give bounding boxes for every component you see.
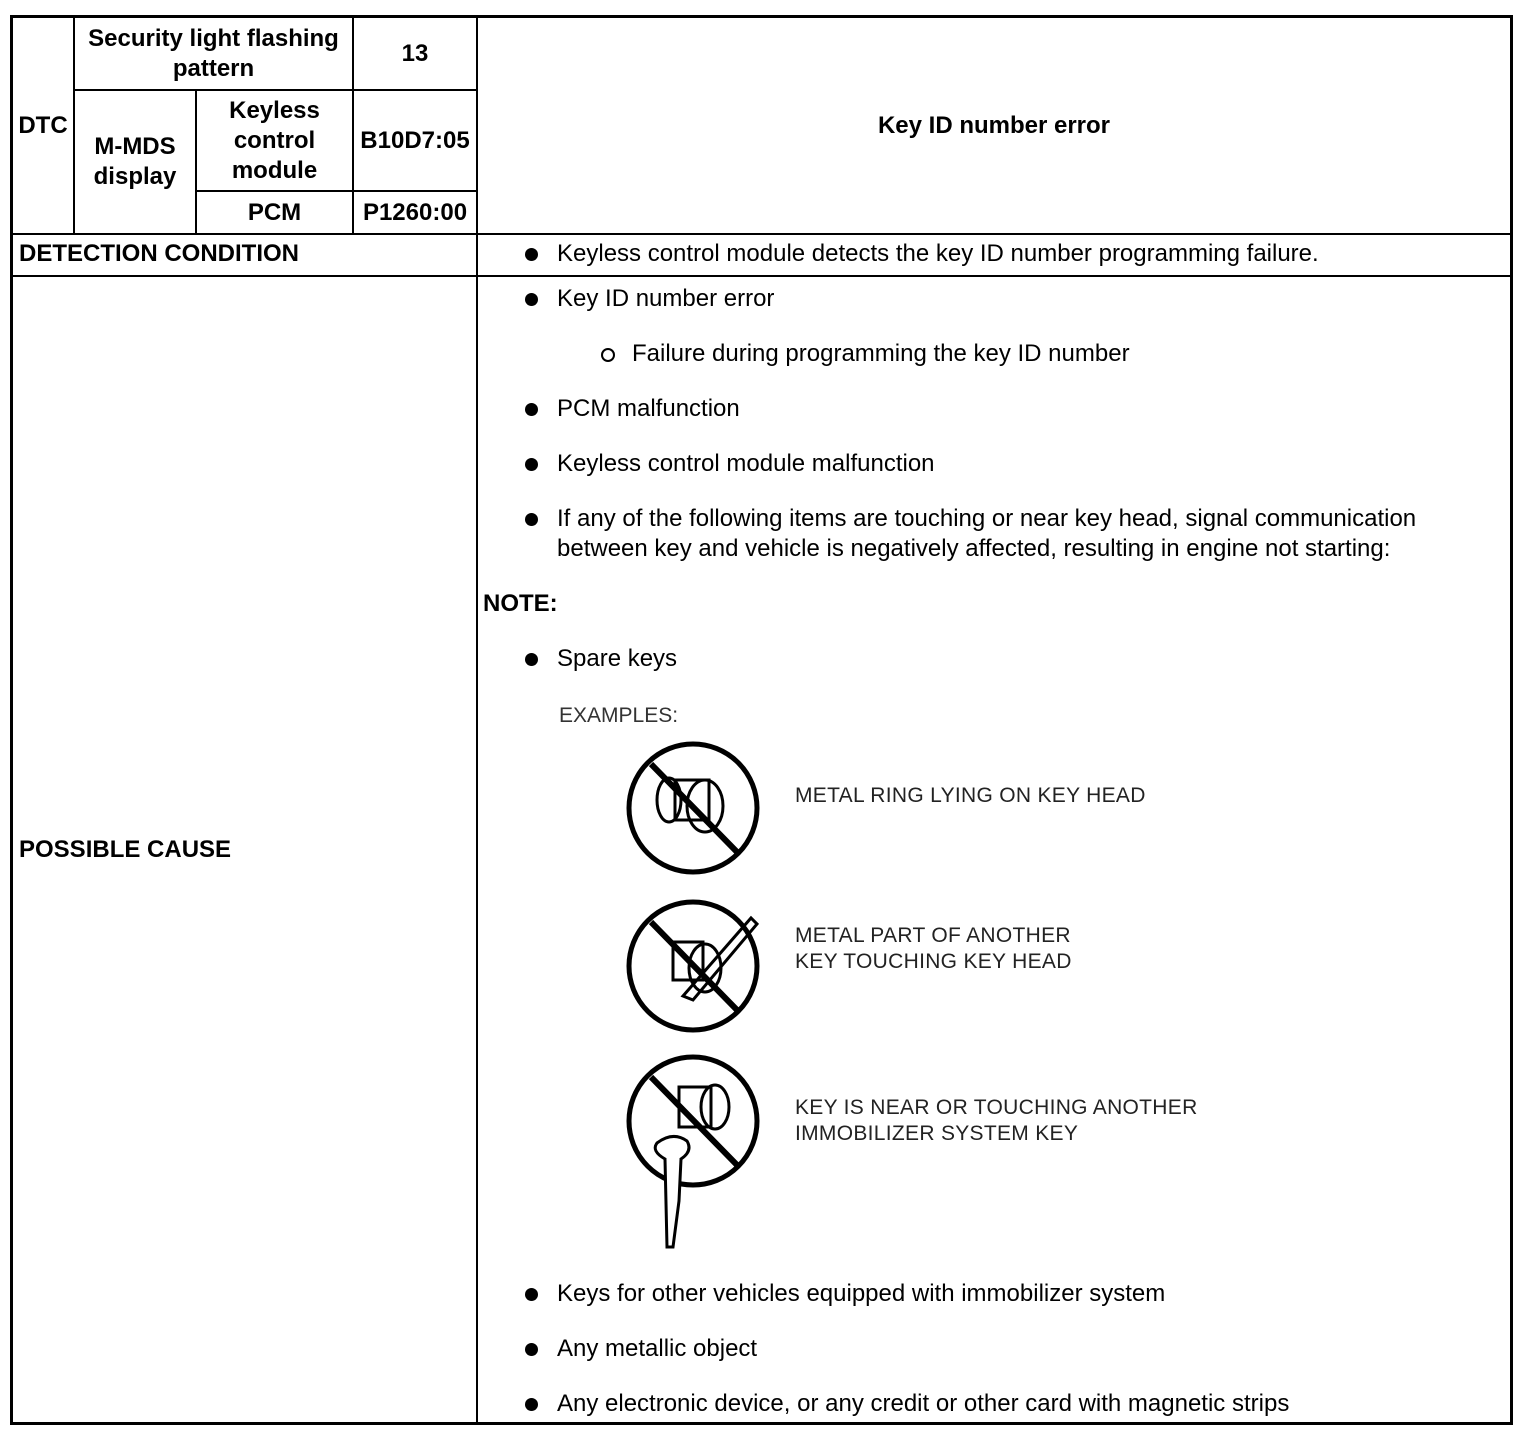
flash-pattern-label: Security light flashing pattern — [88, 24, 339, 82]
detection-condition-label: DETECTION CONDITION — [19, 240, 299, 267]
pcm-dtc-code: P1260:00 — [362, 198, 468, 226]
immobilizer-key-prohibited-icon — [623, 1051, 763, 1251]
bullet-icon — [525, 513, 538, 526]
sub-bullet-icon — [601, 348, 615, 362]
bullet-icon — [525, 1398, 538, 1411]
keyless-control-module-label: Keyless control module — [229, 96, 320, 184]
note-label: NOTE: — [483, 590, 558, 617]
pcm-label: PCM — [247, 198, 302, 226]
flash-pattern-value: 13 — [401, 39, 429, 67]
bullet-icon — [525, 293, 538, 306]
bullet-icon — [525, 1343, 538, 1356]
list-item: Any electronic device, or any credit or other card with magnetic strips — [557, 1390, 1290, 1417]
metal-key-prohibited-icon — [623, 896, 773, 1036]
list-item: Key ID number error — [557, 285, 775, 312]
example-caption: METAL RING LYING ON KEY HEAD — [795, 784, 1146, 807]
bullet-icon — [525, 403, 538, 416]
keyless-dtc-code: B10D7:05 — [360, 126, 470, 154]
bullet-icon — [525, 248, 538, 261]
list-item: Any metallic object — [557, 1335, 758, 1362]
dtc-table — [10, 15, 1513, 1425]
metal-ring-prohibited-icon — [623, 738, 763, 878]
list-item: Spare keys — [557, 645, 678, 672]
list-item: PCM malfunction — [557, 395, 740, 422]
list-item: Keyless control module malfunction — [557, 450, 935, 477]
mmds-display-label: M-MDS display — [93, 133, 177, 190]
detection-condition-text: Keyless control module detects the key ID number programming failure. — [557, 240, 1319, 267]
page-title: Key ID number error — [877, 111, 1111, 139]
bullet-icon — [525, 1288, 538, 1301]
list-item: Keys for other vehicles equipped with immobilizer system — [557, 1280, 1166, 1307]
example-caption: METAL PART OF ANOTHER KEY TOUCHING KEY HEAD — [795, 924, 1072, 973]
dtc-label: DTC — [18, 111, 68, 139]
list-item: If any of the following items are touching or near key head, signal communication between key and vehicle is negatively affected, resulting in engine not starting: — [557, 505, 1417, 562]
bullet-icon — [525, 653, 538, 666]
example-caption: KEY IS NEAR OR TOUCHING ANOTHER IMMOBILIZER SYSTEM KEY — [795, 1096, 1198, 1145]
list-item: Failure during programming the key ID number — [632, 340, 1130, 367]
divider — [13, 233, 1510, 235]
bullet-icon — [525, 458, 538, 471]
examples-label: EXAMPLES: — [559, 704, 679, 727]
divider — [13, 275, 1510, 277]
possible-cause-label: POSSIBLE CAUSE — [19, 836, 232, 863]
